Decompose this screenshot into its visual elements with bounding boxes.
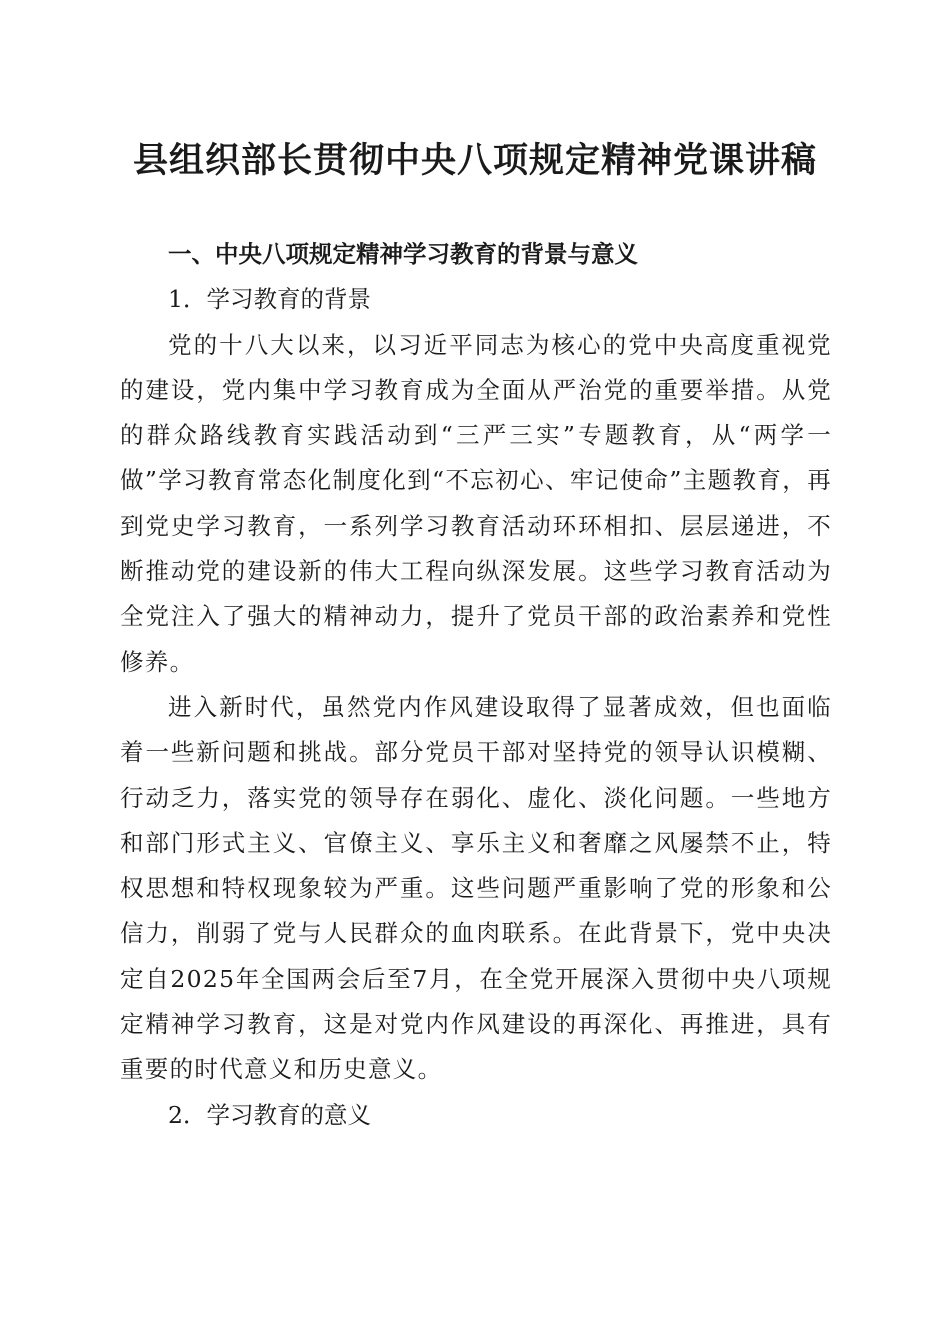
- document-body: [120, 232, 832, 1138]
- document-title: 县组织部长贯彻中央八项规定精神党课讲稿: [132, 140, 817, 181]
- paragraph-background-1: 党的十八大以来，以习近平同志为核心的党中央高度重视党的建设，党内集中学习教育成为全面从严治党的重要举措。从党的群众路线教育实践活动到“三严三实”专题教育，从“两学一做”学习教育常态化制度化到“不忘初心、牢记使命”主题教育，再到党史学习教育，一系列学习教育活动环环相扣、层层递进，不断推动党的建设新的伟大工程向纵深发展。这些学习教育活动为全党注入了强大的精神动力，提升了党员干部的政治素养和党性修养。: [120, 330, 832, 676]
- subsection-heading-background: 1．学习教育的背景: [168, 285, 371, 314]
- paragraph-background-2: 进入新时代，虽然党内作风建设取得了显著成效，但也面临着一些新问题和挑战。部分党员干部对坚持党的领导认识模糊、行动乏力，落实党的领导存在弱化、虚化、淡化问题。一些地方和部门形式主义、官僚主义、享乐主义和奢靡之风屡禁不止，特权思想和特权现象较为严重。这些问题严重影响了党的形象和公信力，削弱了党与人民群众的血肉联系。在此背景下，党中央决定自2025年全国两会后至7月，在全党开展深入贯彻中央八项规定精神学习教育，这是对党内作风建设的再深化、再推进，具有重要的时代意义和历史意义。: [120, 692, 832, 1084]
- subsection-heading-significance: 2．学习教育的意义: [168, 1100, 371, 1129]
- section-heading: 一、中央八项规定精神学习教育的背景与意义: [168, 240, 638, 268]
